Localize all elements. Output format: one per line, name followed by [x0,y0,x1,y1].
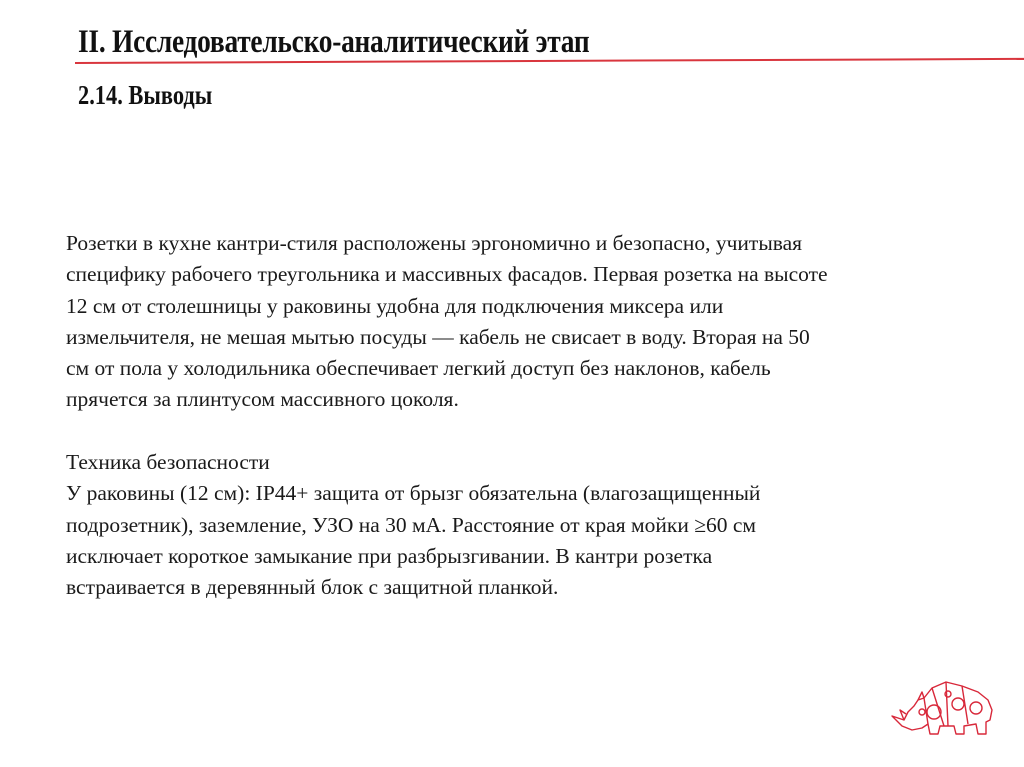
slide-title: II. Исследовательско-аналитический этап [78,24,590,60]
body-line: специфику рабочего треугольника и массивных фасадов. Первая розетка на высоте [66,262,828,287]
body-line: см от пола у холодильника обеспечивает легкий доступ без наклонов, кабель [66,356,771,381]
body-line: прячется за плинтусом массивного цоколя. [66,387,459,412]
slide-body [66,228,828,604]
body-line: Розетки в кухне кантри-стиля расположены эргономично и безопасно, учитывая [66,231,803,255]
body-line: исключает короткое замыкание при разбрызгивании. В кантри розетка [66,543,713,568]
body-line: подрозетник), заземление, УЗО на 30 мА. Расстояние от края мойки ≥60 см [66,512,757,537]
body-line: встраивается в деревянный блок с защитной планкой. [66,575,559,600]
rhino-logo-icon [888,676,1004,746]
slide-subtitle: 2.14. Выводы [78,80,213,110]
body-line: измельчителя, не мешая мытью посуды — кабель не свисает в воду. Вторая на 50 [66,324,810,349]
body-line: 12 см от столешницы у раковины удобна для подключения миксера или [66,293,724,318]
section-heading: Техника безопасности [66,450,270,475]
body-line: У раковины (12 см): IP44+ защита от брызг обязательна (влагозащищенный [66,481,761,506]
